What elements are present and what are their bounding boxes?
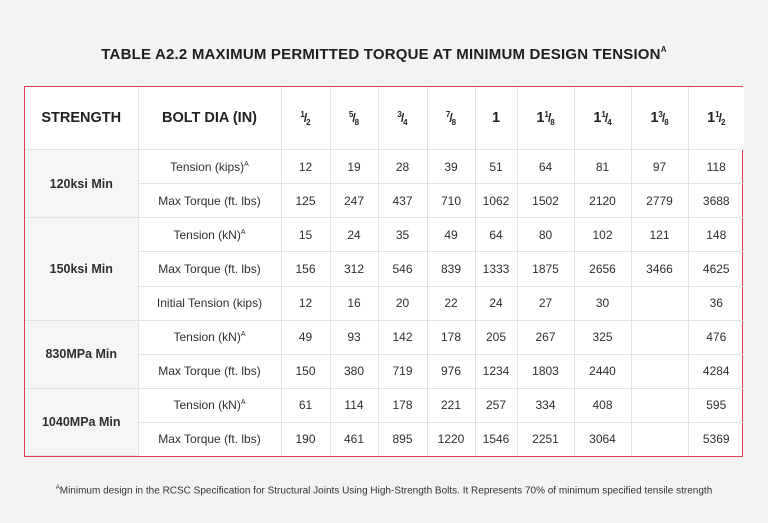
header-size-7 — [631, 87, 688, 150]
value-cell: 461 — [330, 423, 378, 456]
size-numerator: 1 — [544, 109, 549, 119]
value-cell: 1875 — [517, 252, 574, 286]
footnote-marker: A — [55, 485, 60, 491]
value-cell: 28 — [378, 150, 427, 184]
table-body — [25, 150, 744, 456]
torque-table-container — [24, 86, 743, 457]
value-cell: 3688 — [688, 184, 744, 218]
value-cell: 81 — [574, 150, 631, 184]
table-row — [25, 218, 744, 252]
header-bolt-dia: BOLT DIA (IN) — [138, 87, 281, 150]
row-label-text: Initial Tension (kips) — [156, 296, 263, 311]
value-cell — [631, 354, 688, 388]
value-cell: 1234 — [475, 354, 517, 388]
row-label — [138, 423, 281, 456]
fraction-slash: / — [547, 110, 552, 125]
value-cell: 61 — [281, 388, 330, 422]
value-cell: 142 — [378, 320, 427, 354]
footnote — [0, 485, 768, 496]
row-label-text: Max Torque (ft. lbs) — [158, 432, 261, 447]
value-cell: 64 — [517, 150, 574, 184]
header-size-8 — [688, 87, 744, 150]
value-cell: 221 — [427, 388, 475, 422]
table-row — [25, 388, 744, 422]
fraction-slash: / — [303, 110, 308, 125]
table-title-marker: A — [660, 45, 667, 54]
value-cell: 5369 — [688, 423, 744, 456]
row-label — [138, 320, 281, 354]
value-cell: 1546 — [475, 423, 517, 456]
header-size-1 — [330, 87, 378, 150]
size-whole: 1 — [536, 109, 545, 126]
strength-group-label: 150ksi Min — [25, 218, 138, 320]
header-size-2 — [378, 87, 427, 150]
value-cell: 2779 — [631, 184, 688, 218]
fraction-slash: / — [400, 110, 405, 125]
table-row — [25, 150, 744, 184]
value-cell: 190 — [281, 423, 330, 456]
size-denominator: 8 — [550, 117, 555, 127]
strength-group-label: 120ksi Min — [25, 150, 138, 218]
value-cell: 1220 — [427, 423, 475, 456]
value-cell: 1502 — [517, 184, 574, 218]
value-cell: 476 — [688, 320, 744, 354]
size-numerator: 3 — [397, 109, 402, 119]
value-cell: 12 — [281, 150, 330, 184]
value-cell: 97 — [631, 150, 688, 184]
value-cell: 2251 — [517, 423, 574, 456]
value-cell: 2440 — [574, 354, 631, 388]
row-label-text: Max Torque (ft. lbs) — [158, 261, 261, 276]
size-denominator: 4 — [607, 117, 612, 127]
header-strength: STRENGTH — [25, 87, 138, 150]
row-label — [138, 388, 281, 422]
value-cell: 976 — [427, 354, 475, 388]
value-cell: 125 — [281, 184, 330, 218]
size-denominator: 8 — [664, 117, 669, 127]
value-cell: 3064 — [574, 423, 631, 456]
row-label — [138, 354, 281, 388]
value-cell: 35 — [378, 218, 427, 252]
value-cell: 27 — [517, 286, 574, 320]
value-cell: 49 — [427, 218, 475, 252]
value-cell: 267 — [517, 320, 574, 354]
size-numerator: 1 — [601, 109, 606, 119]
row-label — [138, 252, 281, 286]
value-cell: 156 — [281, 252, 330, 286]
value-cell: 15 — [281, 218, 330, 252]
value-cell: 719 — [378, 354, 427, 388]
size-numerator: 7 — [445, 109, 451, 119]
value-cell: 39 — [427, 150, 475, 184]
size-numerator: 5 — [348, 109, 354, 119]
value-cell: 2120 — [574, 184, 631, 218]
value-cell: 64 — [475, 218, 517, 252]
value-cell: 205 — [475, 320, 517, 354]
value-cell: 121 — [631, 218, 688, 252]
value-cell: 4625 — [688, 252, 744, 286]
header-size-5 — [517, 87, 574, 150]
size-denominator: 2 — [720, 117, 726, 127]
size-denominator: 4 — [403, 117, 408, 127]
value-cell: 2656 — [574, 252, 631, 286]
row-label-text: Tension (kN) — [173, 398, 241, 413]
fraction-slash: / — [661, 110, 666, 125]
value-cell: 178 — [427, 320, 475, 354]
value-cell — [631, 423, 688, 456]
value-cell: 30 — [574, 286, 631, 320]
row-label — [138, 184, 281, 218]
value-cell: 148 — [688, 218, 744, 252]
row-label-text: Tension (kN) — [173, 330, 241, 345]
value-cell: 178 — [378, 388, 427, 422]
footnote-text: Minimum design in the RCSC Specification for Structural Joints Using High-Strength Bolts. It Represents 70% of minimum specified tensile strength — [59, 485, 713, 497]
fraction-slash: / — [449, 110, 453, 125]
size-numerator: 1 — [715, 109, 720, 119]
row-label — [138, 218, 281, 252]
value-cell: 1333 — [475, 252, 517, 286]
fraction-slash: / — [718, 110, 722, 125]
size-denominator: 8 — [451, 117, 457, 127]
fraction-slash: / — [604, 110, 609, 125]
value-cell: 595 — [688, 388, 744, 422]
value-cell: 3466 — [631, 252, 688, 286]
value-cell — [631, 286, 688, 320]
value-cell: 51 — [475, 150, 517, 184]
row-label-marker: A — [240, 399, 246, 407]
header-size-0 — [281, 87, 330, 150]
value-cell — [631, 320, 688, 354]
row-label-text: Tension (kN) — [173, 227, 241, 242]
value-cell — [631, 388, 688, 422]
size-whole: 1 — [650, 109, 659, 126]
size-numerator: 1 — [300, 109, 305, 119]
value-cell: 24 — [330, 218, 378, 252]
value-cell: 16 — [330, 286, 378, 320]
value-cell: 380 — [330, 354, 378, 388]
fraction-slash: / — [352, 110, 356, 125]
value-cell: 24 — [475, 286, 517, 320]
row-label-text: Max Torque (ft. lbs) — [158, 193, 261, 208]
value-cell: 36 — [688, 286, 744, 320]
strength-group-label: 830MPa Min — [25, 320, 138, 388]
row-label-text: Tension (kips) — [170, 159, 245, 174]
size-whole: 1 — [707, 109, 716, 126]
value-cell: 114 — [330, 388, 378, 422]
value-cell: 437 — [378, 184, 427, 218]
header-size-4 — [475, 87, 517, 150]
value-cell: 334 — [517, 388, 574, 422]
table-title — [0, 46, 768, 63]
torque-table — [25, 87, 744, 456]
value-cell: 546 — [378, 252, 427, 286]
size-denominator: 2 — [306, 117, 311, 127]
header-size-3 — [427, 87, 475, 150]
value-cell: 710 — [427, 184, 475, 218]
row-label-marker: A — [240, 331, 246, 339]
size-numerator: 3 — [658, 109, 663, 119]
value-cell: 839 — [427, 252, 475, 286]
row-label-marker: A — [240, 228, 246, 236]
value-cell: 150 — [281, 354, 330, 388]
row-label — [138, 150, 281, 184]
value-cell: 1062 — [475, 184, 517, 218]
value-cell: 20 — [378, 286, 427, 320]
size-denominator: 8 — [354, 117, 360, 127]
value-cell: 408 — [574, 388, 631, 422]
value-cell: 325 — [574, 320, 631, 354]
value-cell: 22 — [427, 286, 475, 320]
value-cell: 257 — [475, 388, 517, 422]
table-title-text: TABLE A2.2 MAXIMUM PERMITTED TORQUE AT MINIMUM DESIGN TENSION — [101, 46, 661, 63]
table-row — [25, 320, 744, 354]
row-label-text: Max Torque (ft. lbs) — [158, 364, 261, 379]
header-row — [25, 87, 744, 150]
value-cell: 118 — [688, 150, 744, 184]
value-cell: 93 — [330, 320, 378, 354]
value-cell: 49 — [281, 320, 330, 354]
value-cell: 12 — [281, 286, 330, 320]
value-cell: 80 — [517, 218, 574, 252]
value-cell: 895 — [378, 423, 427, 456]
value-cell: 1803 — [517, 354, 574, 388]
row-label-marker: A — [244, 160, 249, 168]
header-size-6 — [574, 87, 631, 150]
size-whole: 1 — [593, 109, 602, 126]
row-label — [138, 286, 281, 320]
size-whole: 1 — [491, 110, 501, 126]
strength-group-label: 1040MPa Min — [25, 388, 138, 455]
value-cell: 19 — [330, 150, 378, 184]
value-cell: 312 — [330, 252, 378, 286]
value-cell: 247 — [330, 184, 378, 218]
value-cell: 102 — [574, 218, 631, 252]
value-cell: 4284 — [688, 354, 744, 388]
